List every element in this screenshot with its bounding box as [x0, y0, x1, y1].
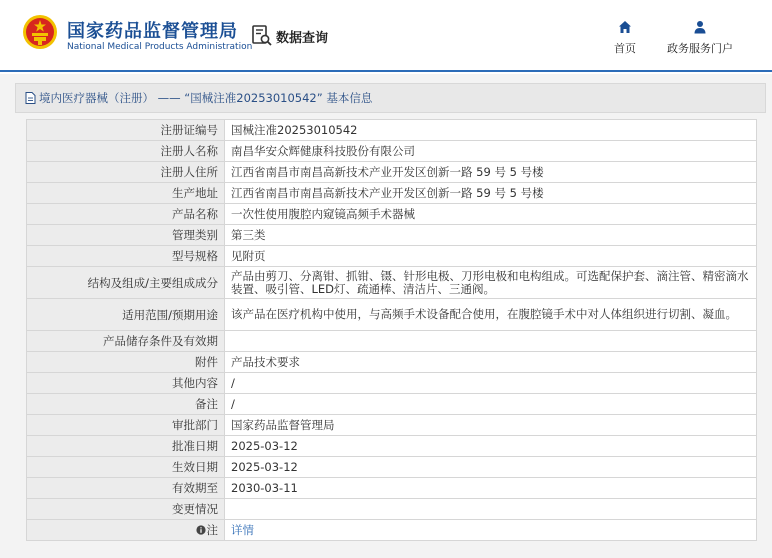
row-value: 2025-03-12: [225, 436, 757, 457]
note-label-text: 注: [206, 523, 218, 537]
row-value: 国械注准20253010542: [225, 120, 757, 141]
detail-link[interactable]: 详情: [231, 523, 254, 537]
table-row: [27, 246, 757, 267]
org-name-cn: 国家药品监督管理局: [67, 21, 238, 42]
row-label: 注册人名称: [27, 141, 225, 162]
row-label: 附件: [27, 352, 225, 373]
row-label: 审批部门: [27, 415, 225, 436]
document-icon: [25, 92, 36, 104]
row-label: 有效期至: [27, 478, 225, 499]
site-header: [0, 0, 772, 72]
table-row: [27, 415, 757, 436]
row-label: 注册证编号: [27, 120, 225, 141]
info-icon: [196, 525, 206, 535]
table-row: [27, 267, 757, 299]
table-row: [27, 183, 757, 204]
record-title: 境内医疗器械（注册） —— “国械注准20253010542” 基本信息: [39, 91, 373, 105]
row-label: 批准日期: [27, 436, 225, 457]
row-value: 江西省南昌市南昌高新技术产业开发区创新一路 59 号 5 号楼: [225, 183, 757, 204]
row-label: 适用范围/预期用途: [27, 299, 225, 331]
table-row: [27, 204, 757, 225]
row-value: 见附页: [225, 246, 757, 267]
row-value: [225, 331, 757, 352]
data-query-label: 数据查询: [276, 30, 329, 46]
row-value: 该产品在医疗机构中使用，与高频手术设备配合使用，在腹腔镜手术中对人体组织进行切割、凝血。: [225, 299, 757, 331]
row-value: 产品由剪刀、分离钳、抓钳、镊、针形电极、刀形电极和电构组成。可选配保护套、滴注管、精密滴水装置、吸引管、LED灯、疏通棒、清洁片、三通阀。: [225, 267, 757, 299]
table-row: [27, 299, 757, 331]
table-row: [27, 162, 757, 183]
table-row: [27, 141, 757, 162]
row-value: 第三类: [225, 225, 757, 246]
row-value: /: [225, 373, 757, 394]
row-value: 2025-03-12: [225, 457, 757, 478]
row-value: 一次性使用腹腔内窥镜高频手术器械: [225, 204, 757, 225]
table-row: [27, 373, 757, 394]
row-label: 注册人住所: [27, 162, 225, 183]
home-icon: [618, 20, 632, 34]
row-label: 产品储存条件及有效期: [27, 331, 225, 352]
data-query-heading: [252, 25, 328, 47]
row-label: 结构及组成/主要组成成分: [27, 267, 225, 299]
row-label: 其他内容: [27, 373, 225, 394]
row-value: 产品技术要求: [225, 352, 757, 373]
table-row: [27, 436, 757, 457]
row-label: 变更情况: [27, 499, 225, 520]
row-label: 产品名称: [27, 204, 225, 225]
table-row: [27, 352, 757, 373]
search-document-icon: [252, 25, 272, 47]
row-label: 型号规格: [27, 246, 225, 267]
row-value: 国家药品监督管理局: [225, 415, 757, 436]
table-row: [27, 225, 757, 246]
org-name-en: National Medical Products Administration: [67, 42, 253, 52]
row-label: 备注: [27, 394, 225, 415]
row-value: /: [225, 394, 757, 415]
nav-service-portal[interactable]: [667, 20, 733, 56]
nav-home[interactable]: [614, 20, 636, 56]
nav-service-portal-label: 政务服务门户: [667, 42, 733, 55]
row-value: 南昌华安众辉健康科技股份有限公司: [225, 141, 757, 162]
table-row: [27, 520, 757, 541]
row-label: 生产地址: [27, 183, 225, 204]
note-value: [225, 520, 757, 541]
row-value: 江西省南昌市南昌高新技术产业开发区创新一路 59 号 5 号楼: [225, 162, 757, 183]
table-row: [27, 120, 757, 141]
table-row: [27, 478, 757, 499]
table-row: [27, 331, 757, 352]
row-label: 生效日期: [27, 457, 225, 478]
record-detail-table: [26, 119, 756, 541]
nav-home-label: 首页: [614, 42, 636, 55]
row-value: [225, 499, 757, 520]
row-label: 管理类别: [27, 225, 225, 246]
row-value: 2030-03-11: [225, 478, 757, 499]
national-emblem-icon: [22, 14, 58, 50]
note-label: [27, 520, 225, 541]
record-title-bar: [15, 83, 766, 113]
table-row: [27, 394, 757, 415]
table-row: [27, 499, 757, 520]
table-row: [27, 457, 757, 478]
user-icon: [693, 20, 707, 34]
